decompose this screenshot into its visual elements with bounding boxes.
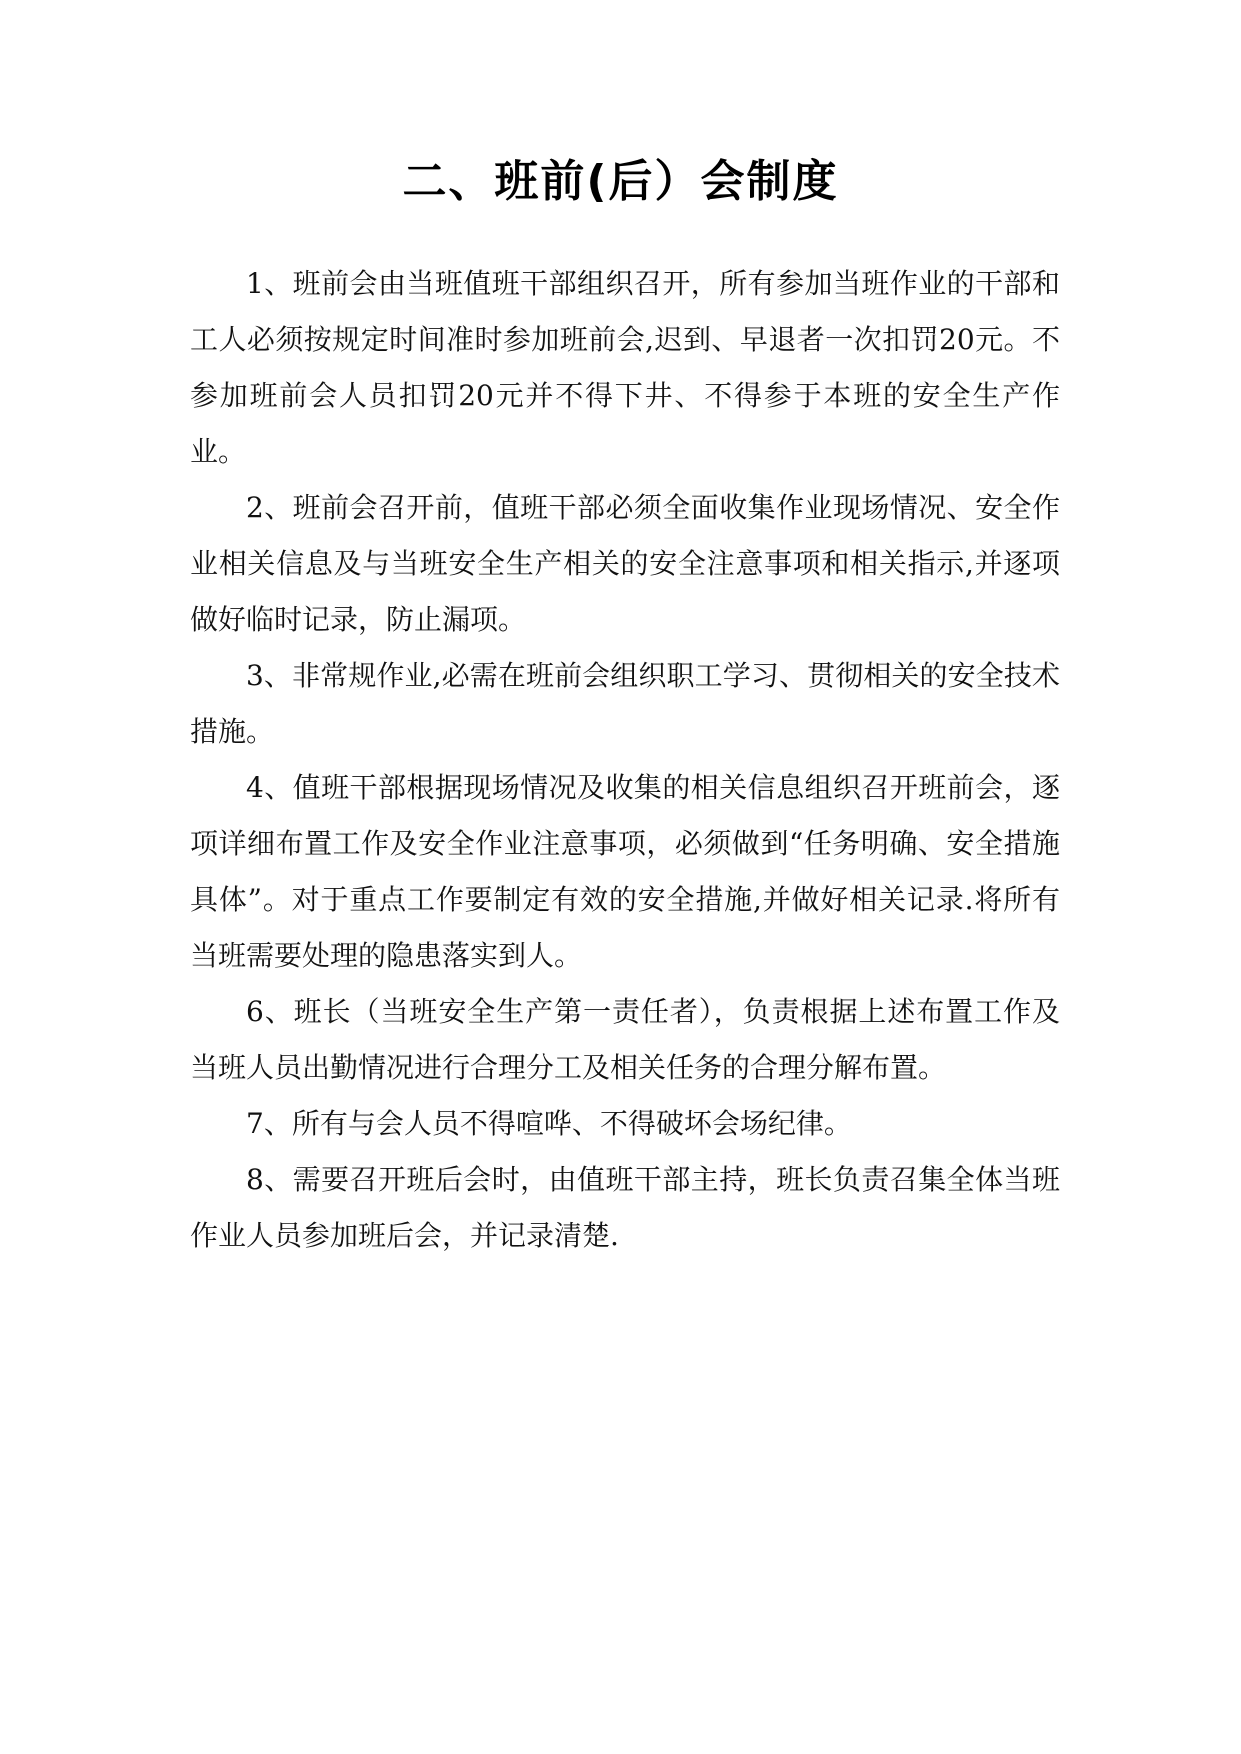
paragraph-3: 3、非常规作业,必需在班前会组织职工学习、贯彻相关的安全技术措施。 xyxy=(190,659,1060,748)
paragraph-4: 4、值班干部根据现场情况及收集的相关信息组织召开班前会，逐项详细布置工作及安全作业注意事项，必须做到“任务明确、安全措施具体”。对于重点工作要制定有效的安全措施,并做好相关记录.将所有当班需要处理的隐患落实到人。 xyxy=(190,771,1060,972)
paragraph-1: 1、班前会由当班值班干部组织召开，所有参加当班作业的干部和工人必须按规定时间准时参加班前会,迟到、早退者一次扣罚20元。不参加班前会人员扣罚20元并不得下井、不得参于本班的安全生产作业。 xyxy=(190,267,1060,468)
paragraph-8: 8、需要召开班后会时，由值班干部主持，班长负责召集全体当班作业人员参加班后会，并记录清楚. xyxy=(190,1163,1060,1252)
document-title: 二、班前(后）会制度 xyxy=(402,156,839,207)
paragraph-2: 2、班前会召开前，值班干部必须全面收集作业现场情况、安全作业相关信息及与当班安全生产相关的安全注意事项和相关指示,并逐项做好临时记录，防止漏项。 xyxy=(190,491,1060,636)
paragraph-7: 7、所有与会人员不得喧哗、不得破坏会场纪律。 xyxy=(246,1107,852,1140)
paragraph-6: 6、班长（当班安全生产第一责任者），负责根据上述布置工作及当班人员出勤情况进行合理分工及相关任务的合理分解布置。 xyxy=(190,995,1060,1084)
document-body xyxy=(190,256,1060,1264)
